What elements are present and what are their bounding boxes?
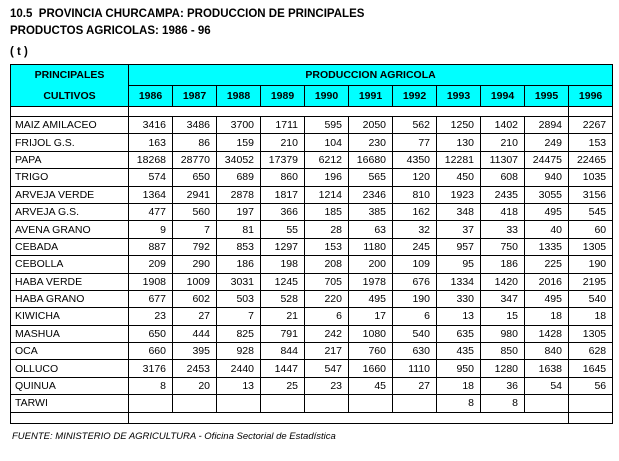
cell-value: 2440 [217,360,261,377]
cell-value: 23 [305,377,349,394]
row-crop-name: PAPA [11,151,129,168]
cell-value: 8 [129,377,173,394]
spacer-cell [569,412,613,423]
table-row [11,238,613,255]
cell-value: 209 [129,256,173,273]
cell-value: 2435 [481,186,525,203]
cell-value: 705 [305,273,349,290]
page-title-line-1: 10.5 PROVINCIA CHURCAMPA: PRODUCCION DE PRINCIPALES [10,8,365,20]
cell-value: 1180 [349,238,393,255]
cell-value: 1334 [437,273,481,290]
cell-value: 6212 [305,151,349,168]
cell-value: 660 [129,343,173,360]
cell-value: 1420 [481,273,525,290]
cell-value: 77 [393,134,437,151]
cell-value: 20 [173,377,217,394]
cell-value: 677 [129,290,173,307]
header-year-1991: 1991 [349,86,393,107]
header-row-group [11,65,613,86]
cell-value: 608 [481,169,525,186]
cell-value: 750 [481,238,525,255]
cell-value: 1280 [481,360,525,377]
cell-value: 2016 [525,273,569,290]
row-crop-name: ARVEJA VERDE [11,186,129,203]
cell-value: 2878 [217,186,261,203]
row-crop-name: TRIGO [11,169,129,186]
cell-value: 3700 [217,117,261,134]
cell-value: 54 [525,377,569,394]
body-bottom-spacer [11,412,613,423]
table-row [11,273,613,290]
header-year-1993: 1993 [437,86,481,107]
cell-value: 1305 [569,325,613,342]
cell-value: 980 [481,325,525,342]
cell-value: 630 [393,343,437,360]
table-row [11,256,613,273]
row-crop-name: HABA GRANO [11,290,129,307]
page-title-line-2: PRODUCTOS AGRICOLAS: 1986 - 96 [10,25,211,37]
unit-label: ( t ) [10,46,28,58]
cell-value: 540 [393,325,437,342]
cell-value: 330 [437,290,481,307]
cell-value: 2050 [349,117,393,134]
row-crop-name: OLLUCO [11,360,129,377]
cell-value: 348 [437,203,481,220]
cell-value: 16680 [349,151,393,168]
cell-value: 225 [525,256,569,273]
cell-value: 130 [437,134,481,151]
cell-value [349,395,393,412]
cell-value: 825 [217,325,261,342]
cell-value: 37 [437,221,481,238]
cell-value: 7 [217,308,261,325]
cell-value: 242 [305,325,349,342]
cell-value: 18 [525,308,569,325]
cell-value: 1817 [261,186,305,203]
cell-value: 34052 [217,151,261,168]
row-crop-name: AVENA GRANO [11,221,129,238]
cell-value: 1250 [437,117,481,134]
cell-value: 2195 [569,273,613,290]
cell-value: 385 [349,203,393,220]
row-crop-name: CEBADA [11,238,129,255]
cell-value: 217 [305,343,349,360]
cell-value: 3031 [217,273,261,290]
cell-value: 791 [261,325,305,342]
cell-value: 477 [129,203,173,220]
row-crop-name: CEBOLLA [11,256,129,273]
cell-value: 1080 [349,325,393,342]
cell-value: 595 [305,117,349,134]
header-production-group: PRODUCCION AGRICOLA [129,65,613,86]
cell-value: 860 [261,169,305,186]
spacer-cell [11,107,129,117]
header-year-1987: 1987 [173,86,217,107]
cell-value: 27 [393,377,437,394]
cell-value: 1297 [261,238,305,255]
header-year-1986: 1986 [129,86,173,107]
production-table [10,64,613,424]
cell-value: 186 [217,256,261,273]
spacer-cell [129,412,569,423]
cell-value: 13 [437,308,481,325]
cell-value: 81 [217,221,261,238]
cell-value: 676 [393,273,437,290]
cell-value [217,395,261,412]
cell-value: 210 [261,134,305,151]
cell-value: 540 [569,290,613,307]
cell-value: 1428 [525,325,569,342]
cell-value: 28 [305,221,349,238]
cell-value: 249 [525,134,569,151]
cell-value: 1110 [393,360,437,377]
cell-value: 560 [173,203,217,220]
cell-value: 650 [129,325,173,342]
cell-value: 22465 [569,151,613,168]
cell-value: 887 [129,238,173,255]
cell-value: 3416 [129,117,173,134]
table-row [11,169,613,186]
cell-value: 163 [129,134,173,151]
cell-value: 940 [525,169,569,186]
cell-value: 418 [481,203,525,220]
cell-value: 574 [129,169,173,186]
cell-value: 1214 [305,186,349,203]
table-row [11,343,613,360]
cell-value: 1402 [481,117,525,134]
cell-value: 760 [349,343,393,360]
cell-value [129,395,173,412]
header-year-1990: 1990 [305,86,349,107]
table-row [11,117,613,134]
cell-value: 186 [481,256,525,273]
cell-value: 792 [173,238,217,255]
cell-value: 2453 [173,360,217,377]
cell-value: 8 [437,395,481,412]
cell-value: 547 [305,360,349,377]
cell-value: 1447 [261,360,305,377]
spacer-cell [11,412,129,423]
cell-value: 1638 [525,360,569,377]
cell-value: 1305 [569,238,613,255]
header-crop-column [11,65,129,107]
row-crop-name: ARVEJA G.S. [11,203,129,220]
cell-value: 1711 [261,117,305,134]
cell-value: 162 [393,203,437,220]
row-crop-name: OCA [11,343,129,360]
cell-value: 18268 [129,151,173,168]
cell-value: 18 [437,377,481,394]
table-row [11,377,613,394]
cell-value: 60 [569,221,613,238]
cell-value: 210 [481,134,525,151]
cell-value: 928 [217,343,261,360]
cell-value: 196 [305,169,349,186]
table-row [11,221,613,238]
cell-value: 395 [173,343,217,360]
table-row [11,308,613,325]
cell-value: 17 [349,308,393,325]
cell-value [525,395,569,412]
cell-value: 2267 [569,117,613,134]
cell-value: 844 [261,343,305,360]
cell-value: 25 [261,377,305,394]
cell-value: 32 [393,221,437,238]
cell-value: 18 [569,308,613,325]
cell-value: 198 [261,256,305,273]
header-year-1995: 1995 [525,86,569,107]
cell-value: 689 [217,169,261,186]
cell-value: 220 [305,290,349,307]
cell-value: 159 [217,134,261,151]
cell-value: 245 [393,238,437,255]
table-row [11,151,613,168]
row-crop-name: MASHUA [11,325,129,342]
cell-value: 495 [525,290,569,307]
row-crop-name: MAIZ AMILACEO [11,117,129,134]
cell-value: 9 [129,221,173,238]
cell-value: 545 [569,203,613,220]
cell-value: 190 [393,290,437,307]
cell-value: 1978 [349,273,393,290]
header-year-1994: 1994 [481,86,525,107]
cell-value: 8 [481,395,525,412]
cell-value: 153 [569,134,613,151]
cell-value: 2346 [349,186,393,203]
cell-value: 957 [437,238,481,255]
cell-value: 2941 [173,186,217,203]
cell-value: 185 [305,203,349,220]
cell-value: 1660 [349,360,393,377]
cell-value: 40 [525,221,569,238]
table-row [11,134,613,151]
cell-value: 104 [305,134,349,151]
cell-value [261,395,305,412]
cell-value [305,395,349,412]
cell-value [569,395,613,412]
cell-value [393,395,437,412]
cell-value: 650 [173,169,217,186]
body-top-spacer [11,107,613,117]
cell-value: 950 [437,360,481,377]
cell-value [173,395,217,412]
cell-value: 840 [525,343,569,360]
cell-value: 853 [217,238,261,255]
cell-value: 190 [569,256,613,273]
table-body [11,107,613,424]
table-row [11,186,613,203]
cell-value: 109 [393,256,437,273]
header-year-1996: 1996 [569,86,613,107]
cell-value: 28770 [173,151,217,168]
cell-value: 1364 [129,186,173,203]
cell-value: 628 [569,343,613,360]
header-year-1992: 1992 [393,86,437,107]
table-row [11,203,613,220]
source-note: FUENTE: MINISTERIO DE AGRICULTURA - Oficina Sectorial de Estadística [12,430,336,442]
table-row [11,395,613,412]
cell-value: 290 [173,256,217,273]
cell-value: 528 [261,290,305,307]
cell-value: 200 [349,256,393,273]
cell-value: 120 [393,169,437,186]
row-crop-name: TARWI [11,395,129,412]
cell-value: 12281 [437,151,481,168]
row-crop-name: KIWICHA [11,308,129,325]
cell-value: 6 [305,308,349,325]
cell-value: 33 [481,221,525,238]
table-row [11,360,613,377]
cell-value: 495 [525,203,569,220]
cell-value: 1923 [437,186,481,203]
header-crop-line-2: CULTIVOS [43,90,96,102]
cell-value: 4350 [393,151,437,168]
cell-value: 197 [217,203,261,220]
cell-value: 36 [481,377,525,394]
cell-value: 602 [173,290,217,307]
cell-value: 24475 [525,151,569,168]
spacer-cell [569,107,613,117]
cell-value: 153 [305,238,349,255]
cell-value: 1245 [261,273,305,290]
cell-value: 3055 [525,186,569,203]
row-crop-name: FRIJOL G.S. [11,134,129,151]
cell-value: 208 [305,256,349,273]
cell-value: 1035 [569,169,613,186]
table-row [11,290,613,307]
row-crop-name: QUINUA [11,377,129,394]
cell-value: 435 [437,343,481,360]
cell-value: 95 [437,256,481,273]
cell-value: 2894 [525,117,569,134]
cell-value: 23 [129,308,173,325]
cell-value: 565 [349,169,393,186]
table-row [11,325,613,342]
cell-value: 13 [217,377,261,394]
cell-value: 347 [481,290,525,307]
page-title [10,6,611,40]
cell-value: 562 [393,117,437,134]
cell-value: 1009 [173,273,217,290]
cell-value: 366 [261,203,305,220]
cell-value: 495 [349,290,393,307]
cell-value: 21 [261,308,305,325]
cell-value: 1908 [129,273,173,290]
row-crop-name: HABA VERDE [11,273,129,290]
cell-value: 15 [481,308,525,325]
cell-value: 55 [261,221,305,238]
cell-value: 230 [349,134,393,151]
cell-value: 503 [217,290,261,307]
cell-value: 17379 [261,151,305,168]
cell-value: 810 [393,186,437,203]
header-year-1989: 1989 [261,86,305,107]
cell-value: 444 [173,325,217,342]
header-crop-line-1: PRINCIPALES [34,69,105,81]
cell-value: 56 [569,377,613,394]
cell-value: 3176 [129,360,173,377]
table-header [11,65,613,107]
cell-value: 6 [393,308,437,325]
spacer-cell [129,107,569,117]
cell-value: 635 [437,325,481,342]
cell-value: 63 [349,221,393,238]
cell-value: 450 [437,169,481,186]
cell-value: 850 [481,343,525,360]
cell-value: 7 [173,221,217,238]
cell-value: 1335 [525,238,569,255]
cell-value: 1645 [569,360,613,377]
cell-value: 3486 [173,117,217,134]
cell-value: 86 [173,134,217,151]
cell-value: 45 [349,377,393,394]
cell-value: 3156 [569,186,613,203]
header-year-1988: 1988 [217,86,261,107]
cell-value: 11307 [481,151,525,168]
cell-value: 27 [173,308,217,325]
